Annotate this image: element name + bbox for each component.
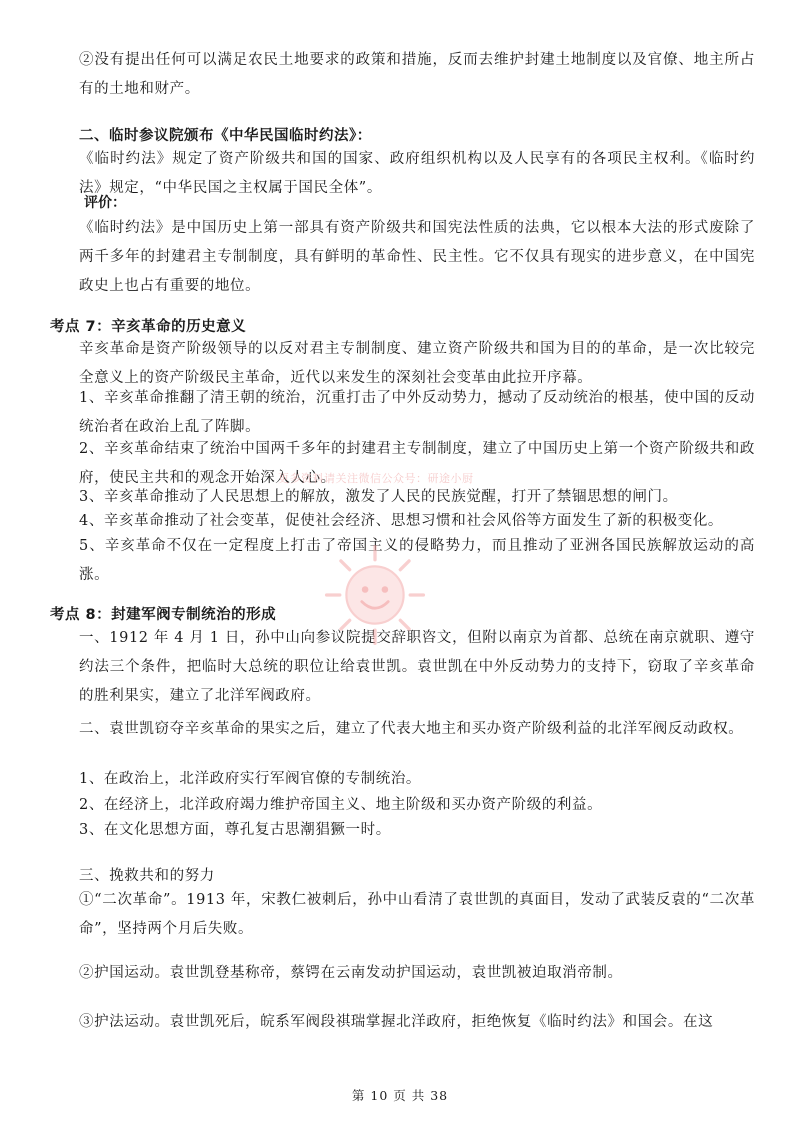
key-point-8-list-item: 1、在政治上，北洋政府实行军阀官僚的专制统治。 xyxy=(79,771,422,787)
key-point-7-item: 4、辛亥革命推动了社会变革，促使社会经济、思想习惯和社会风俗等方面发生了新的积极变化。 xyxy=(79,513,724,529)
key-point-7-item: 2、辛亥革命结束了统治中国两千多年的封建君主专制制度，建立了中国历史上第一个资产阶级共和政府，使民主共和的观念开始深入人心。 xyxy=(79,441,755,486)
key-point-8-second-revolution: ①“二次革命”。1913 年，宋教仁被刺后，孙中山看清了袁世凯的真面目，发动了武装反袁的“二次革命”，坚持两个月后失败。 xyxy=(79,892,755,937)
key-point-7-intro: 辛亥革命是资产阶级领导的以反对君主专制制度、建立资产阶级共和国为目的的革命，是一次比较完全意义上的资产阶级民主革命，近代以来发生的深刻社会变革由此拉开序幕。 xyxy=(79,341,755,386)
key-point-7-title: 考点 7：辛亥革命的历史意义 xyxy=(50,319,247,335)
sun-watermark-icon xyxy=(320,540,430,650)
key-point-8-paragraph-1: 一、1912 年 4 月 1 日，孙中山向参议院提交辞职咨文，但附以南京为首都、总统在南京就职、遵守约法三个条件，把临时大总统的职位让给袁世凯。袁世凯在中外反动势力的支持下，窃取了辛亥革命的胜利果实，建立了北洋军阀政府。 xyxy=(79,630,755,704)
key-point-7-item: 1、辛亥革命推翻了清王朝的统治，沉重打击了中外反动势力，撼动了反动统治的根基，使中国的反动统治者在政治上乱了阵脚。 xyxy=(79,390,755,435)
key-point-8-paragraph-2: 二、袁世凯窃夺辛亥革命的果实之后，建立了代表大地主和买办资产阶级利益的北洋军阀反动政权。 xyxy=(79,721,744,737)
key-point-8-national-protection: ②护国运动。袁世凯登基称帝，蔡锷在云南发动护国运动，袁世凯被迫取消帝制。 xyxy=(79,965,623,981)
paragraph-provisional-constitution: 《临时约法》规定了资产阶级共和国的国家、政府组织机构以及人民享有的各项民主权利。《临时约法》规定，“中华民国之主权属于国民全体”。 xyxy=(79,151,755,196)
key-point-8-list-item: 2、在经济上，北洋政府竭力维护帝国主义、地主阶级和买办资产阶级的利益。 xyxy=(79,797,603,813)
key-point-8-paragraph-3-title: 三、挽救共和的努力 xyxy=(79,868,215,884)
evaluation-label: 评价： xyxy=(84,195,126,211)
paragraph-land-policy: ②没有提出任何可以满足农民土地要求的政策和措施，反而去维护封建土地制度以及官僚、地主所占有的土地和财产。 xyxy=(79,52,755,97)
key-point-8-constitution-protection: ③护法运动。袁世凯死后，皖系军阀段祺瑞掌握北洋政府，拒绝恢复《临时约法》和国会。在这 xyxy=(79,1014,714,1030)
page-footer: 第 10 页 共 38 xyxy=(351,1088,449,1103)
key-point-7-item: 3、辛亥革命推动了人民思想上的解放，激发了人民的民族觉醒，打开了禁锢思想的闸门。 xyxy=(79,489,678,505)
key-point-8-list-item: 3、在文化思想方面，尊孔复古思潮猖獗一时。 xyxy=(79,822,391,838)
paragraph-evaluation: 《临时约法》是中国历史上第一部具有资产阶级共和国宪法性质的法典，它以根本大法的形式废除了两千多年的封建君主专制制度，具有鲜明的革命性、民主性。它不仅具有现实的进步意义，在中国宪政史上也占有重要的地位。 xyxy=(79,220,755,294)
key-point-7-item: 5、辛亥革命不仅在一定程度上打击了帝国主义的侵略势力，而且推动了亚洲各国民族解放运动的高涨。 xyxy=(79,538,755,583)
key-point-8-title: 考点 8：封建军阀专制统治的形成 xyxy=(50,607,277,623)
watermark-text: 更多资料请关注微信公众号：研途小厨 xyxy=(278,472,474,485)
section-title-provisional-constitution: 二、临时参议院颁布《中华民国临时约法》： xyxy=(79,128,372,144)
